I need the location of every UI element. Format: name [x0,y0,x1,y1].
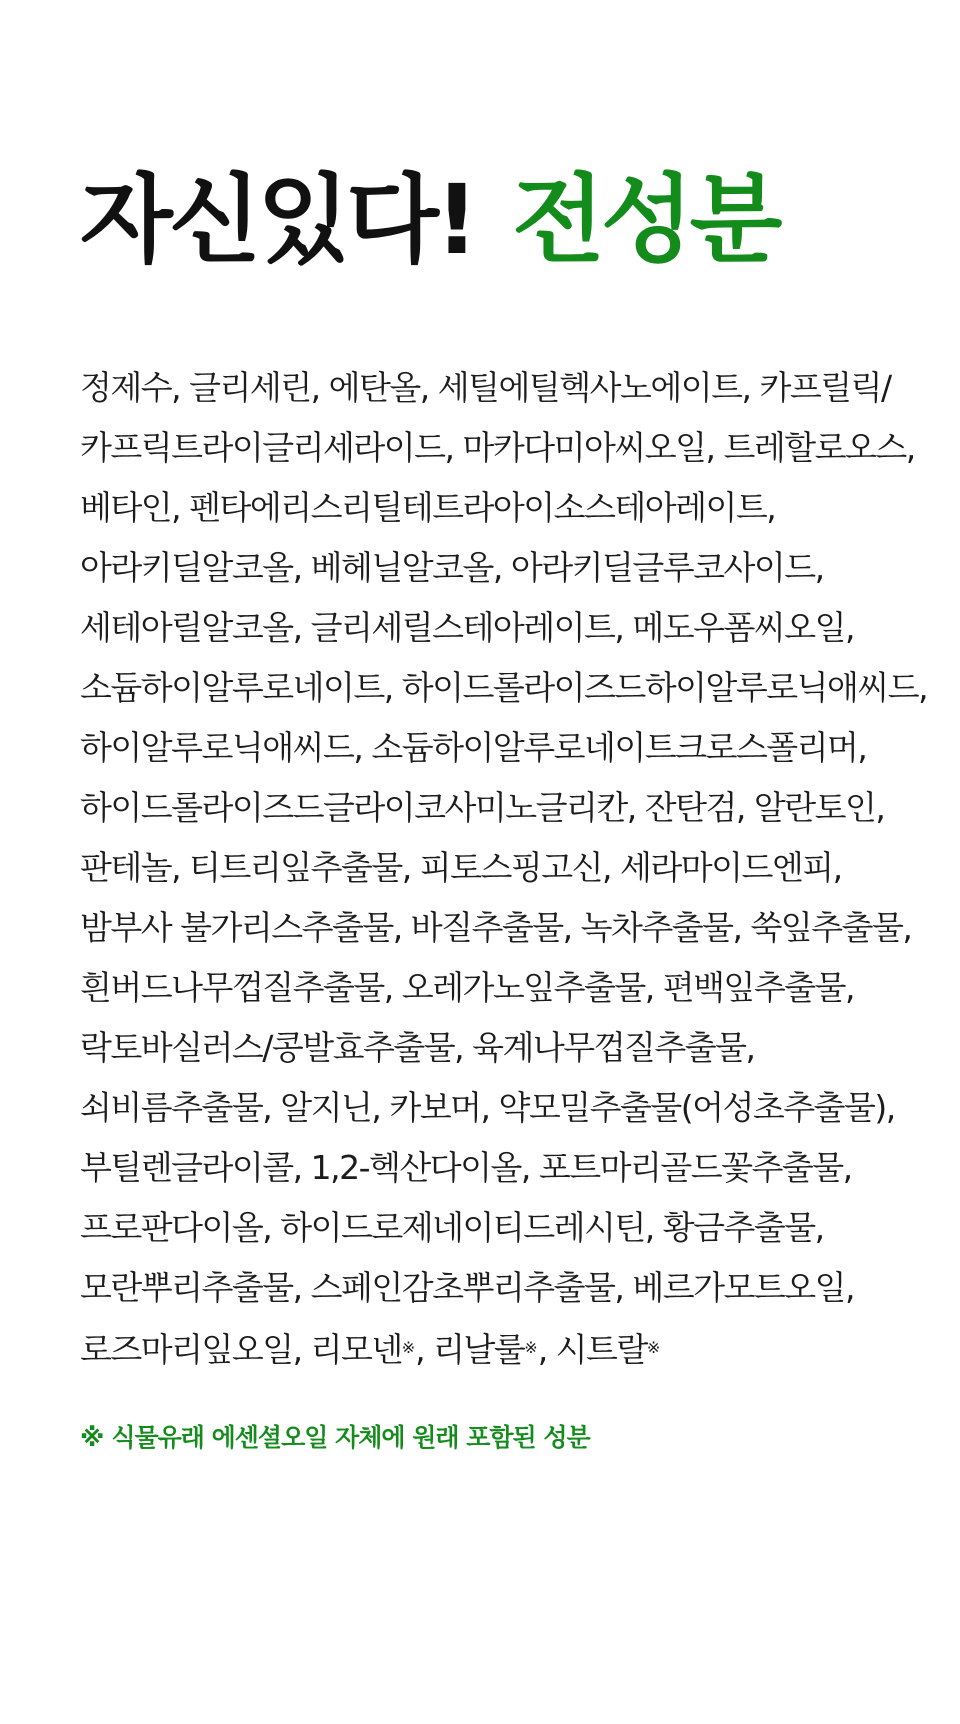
ingredient-line: 정제수, 글리세린, 에탄올, 세틸에틸헥사노에이트, 카프릴릭/ [80,368,891,407]
ingredient-text: , 리날룰 [415,1330,525,1369]
ingredient-line: 베타인, 펜타에리스리틸테트라아이소스테아레이트, [80,488,776,527]
ingredient-line: 흰버드나무껍질추출물, 오레가노잎추출물, 편백잎추출물, [80,968,855,1007]
title-accent: 전성분 [512,164,779,276]
ingredient-line: 쇠비름추출물, 알지닌, 카보머, 약모밀추출물(어성초추출물), [80,1088,895,1127]
page-title [80,165,778,275]
ingredient-line: 프로판다이올, 하이드로제네이티드레시틴, 황금추출물, [80,1208,824,1247]
ingredient-list [80,358,928,1378]
asterisk-mark: ※ [524,1338,538,1357]
footnote-text: 식물유래 에센셜오일 자체에 원래 포함된 성분 [111,1423,590,1452]
ingredient-line: 부틸렌글라이콜, 1,2-헥산다이올, 포트마리골드꽃추출물, [80,1148,852,1187]
ingredient-line: 모란뿌리추출물, 스페인감초뿌리추출물, 베르가모트오일, [80,1268,855,1307]
ingredient-line: 판테놀, 티트리잎추출물, 피토스핑고신, 세라마이드엔피, [80,848,842,887]
title-main: 자신있다! [80,164,475,276]
asterisk-mark: ※ [646,1338,661,1357]
ingredient-line: 밤부사 불가리스추출물, 바질추출물, 녹차추출물, 쑥잎추출물, [80,908,912,947]
footnote [80,1418,590,1458]
ingredient-line: 아라키딜알코올, 베헤닐알코올, 아라키딜글루코사이드, [80,548,824,587]
asterisk-mark: ※ [401,1338,416,1357]
ingredient-line: 하이알루로닉애씨드, 소듐하이알루로네이트크로스폴리머, [80,728,867,767]
ingredient-line: 세테아릴알코올, 글리세릴스테아레이트, 메도우폼씨오일, [80,608,855,647]
ingredient-line-last [80,1318,900,1378]
ingredient-line: 카프릭트라이글리세라이드, 마카다미아씨오일, 트레할로오스, [80,428,915,467]
ingredient-line: 하이드롤라이즈드글라이코사미노글리칸, 잔탄검, 알란토인, [80,788,885,827]
ingredient-line: 락토바실러스/콩발효추출물, 육계나무껍질추출물, [80,1028,755,1067]
footnote-mark: ※ [80,1423,104,1452]
ingredient-text: , 시트랄 [537,1330,647,1369]
ingredient-text: 로즈마리잎오일, 리모넨 [80,1330,402,1369]
ingredient-line: 소듐하이알루로네이트, 하이드롤라이즈드하이알루로닉애씨드, [80,668,928,707]
